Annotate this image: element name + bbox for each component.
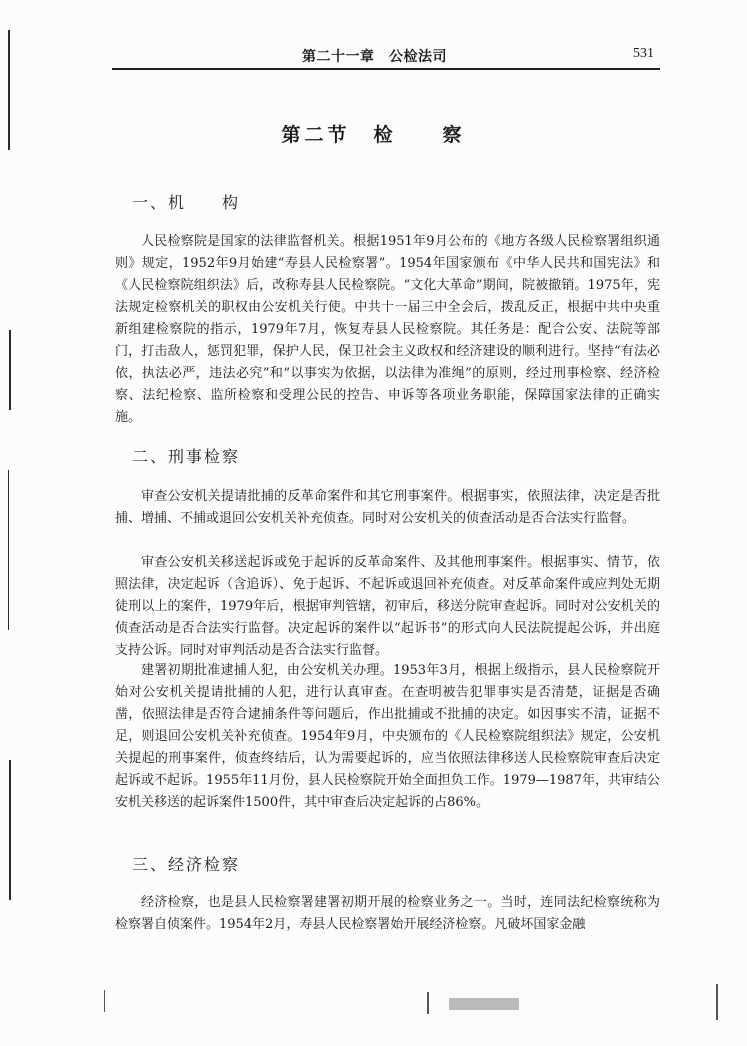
section-title: 第二节 检 察 [281, 124, 466, 146]
paragraph: 建署初期批准逮捕人犯，由公安机关办理。1953年3月，根据上级指示，县人民检察院开始对公安机关提请批捕的人犯，进行认真审查。在查明被告犯罪事实是否清楚，证据是否确凿，依照法律是否符合逮捕条件等问题后，作出批捕或不批捕的决定。如因事实不清，证据不足，则退回公安机关补充侦查。1954年9月，中央颁布的《人民检察院组织法》规定，公安机关提起的刑事案件，侦查终结后，认为需要起诉的，应当依照法律移送人民检察院审查后决定起诉或不起诉。1955年11月份，县人民检察院开始全面担负工作。1979—1987年，共审结公安机关移送的起诉案件1500件，其中审查后决定起诉的占86%。 [115, 663, 660, 810]
chapter-title: 第二十一章 公检法司 [302, 49, 447, 65]
binding-mark [9, 760, 11, 900]
paragraph: 审查公安机关提请批捕的反革命案件和其它刑事案件。根据事实，依照法律，决定是否批捕、增捕、不捕或退回公安机关补充侦查。同时对公安机关的侦查活动是否合法实行监督。 [115, 489, 660, 526]
paragraph: 人民检察院是国家的法律监督机关。根据1951年9月公布的《地方各级人民检察署组织通则》规定，1952年9月始建“寿县人民检察署”。1954年国家颁布《中华人民共和国宪法》和《人民检察院组织法》后，改称寿县人民检察院。“文化大革命”期间，院被撤销。1975年，宪法规定检察机关的职权由公安机关行使。中共十一届三中全会后，拨乱反正，根据中共中央重新组建检察院的指示，1979年7月，恢复寿县人民检察院。其任务是：配合公安、法院等部门，打击敌人，惩罚犯罪，保护人民，保卫社会主义政权和经济建设的顺利进行。坚持“有法必依，执法必严，违法必究”和“以事实为依据，以法律为准绳”的原则，经过刑事检察、经济检察、法纪检察、监所检察和受理公民的控告、申诉等各项业务职能，保障国家法律的正确实施。 [115, 234, 660, 425]
scan-mark [449, 998, 519, 1010]
paragraph: 审查公安机关移送起诉或免于起诉的反革命案件、及其他刑事案件。根据事实、情节，依照法律，决定起诉（含追诉）、免于起诉、不起诉或退回补充侦查。对反革命案件或应判处无期徒刑以上的案件，1979年后，根据审判管辖，初审后，移送分院审查起诉。同时对公安机关的侦查活动是否合法实行监督。决定起诉的案件以“起诉书”的形式向人民法院提起公诉，并出庭支持公诉。同时对审判活动是否合法实行监督。 [115, 555, 660, 658]
binding-mark [9, 330, 11, 410]
binding-mark [8, 470, 9, 630]
running-header [112, 36, 660, 70]
scan-mark [716, 984, 718, 1020]
scan-mark [104, 990, 105, 1012]
scan-mark [427, 992, 429, 1014]
heading-economic-procuratorate: 三、经济检察 [132, 855, 241, 874]
heading-criminal-procuratorate: 二、刑事检察 [132, 447, 241, 466]
page-number: 531 [633, 46, 654, 61]
heading-organization: 一、机 构 [132, 193, 241, 212]
paragraph: 经济检察，也是县人民检察署建署初期开展的检察业务之一。当时，连同法纪检察统称为检察署自侦案件。1954年2月，寿县人民检察署始开展经济检察。凡破坏国家金融 [115, 895, 660, 932]
